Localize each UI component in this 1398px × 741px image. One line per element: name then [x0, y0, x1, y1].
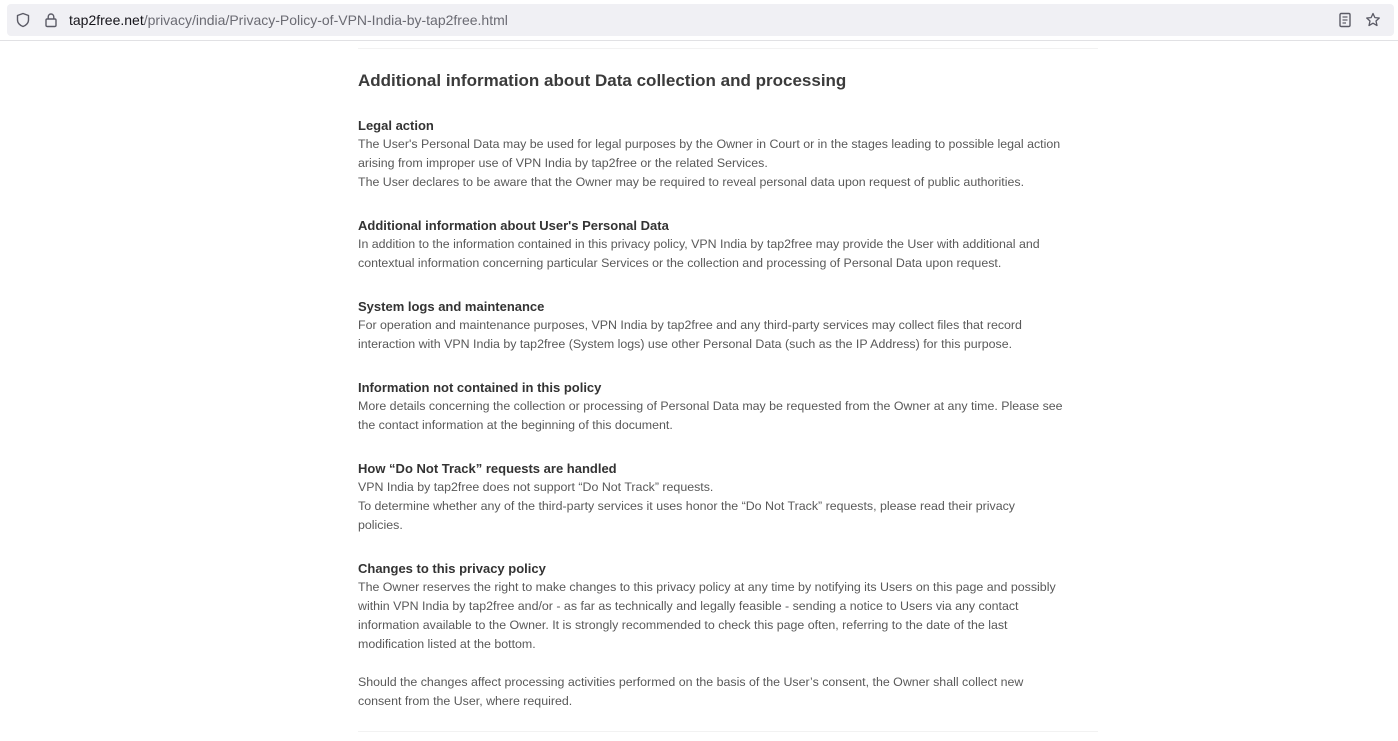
text-line: the contact information at the beginning of this document.	[358, 418, 673, 432]
text-line: VPN India by tap2free does not support “Do Not Track” requests.	[358, 480, 714, 494]
text-line: More details concerning the collection or processing of Personal Data may be requested from the Owner at any time. Please see	[358, 399, 1063, 413]
section-legal-action	[358, 116, 1103, 192]
text-line: policies.	[358, 518, 403, 532]
section-heading: Additional information about User's Personal Data	[358, 218, 669, 233]
section-paragraph	[358, 478, 1103, 535]
reader-view-icon[interactable]	[1337, 12, 1353, 28]
bookmark-star-icon[interactable]	[1365, 12, 1381, 28]
section-heading: How “Do Not Track” requests are handled	[358, 461, 617, 476]
text-line: The Owner reserves the right to make changes to this privacy policy at any time by notifying its Users on this page and possibly	[358, 580, 1056, 594]
text-line: To determine whether any of the third-party services it uses honor the “Do Not Track” requests, please read their privacy	[358, 499, 1016, 513]
section-paragraph	[358, 397, 1103, 435]
section-heading: Changes to this privacy policy	[358, 561, 546, 576]
text-line: modification listed at the bottom.	[358, 637, 536, 651]
text-line: For operation and maintenance purposes, VPN India by tap2free and any third-party services may collect files that record	[358, 318, 1022, 332]
text-line: information available to the Owner. It is strongly recommended to check this page often, referring to the date of the last	[358, 618, 1008, 632]
section-paragraph	[358, 316, 1103, 354]
section-additional-info	[358, 216, 1103, 273]
text-line: The User's Personal Data may be used for legal purposes by the Owner in Court or in the stages leading to possible legal action	[358, 137, 1061, 151]
text-line: The User declares to be aware that the Owner may be required to reveal personal data upon request of public authorities.	[358, 175, 1025, 189]
text-line: interaction with VPN India by tap2free (System logs) use other Personal Data (such as the IP Address) for this purpose.	[358, 337, 1013, 351]
section-paragraph	[358, 578, 1103, 711]
section-heading: Legal action	[358, 118, 434, 133]
section-heading: System logs and maintenance	[358, 299, 545, 314]
url-path: /privacy/india/Privacy-Policy-of-VPN-India-by-tap2free.html	[143, 12, 508, 28]
paragraph-gap	[358, 654, 1103, 673]
divider	[358, 48, 1098, 49]
browser-toolbar	[0, 0, 1398, 41]
section-heading: Information not contained in this policy	[358, 380, 602, 395]
text-line: within VPN India by tap2free and/or - as far as technically and legally feasible - sending a notice to Users via any contact	[358, 599, 1019, 613]
lock-icon[interactable]	[43, 12, 59, 28]
section-paragraph	[358, 135, 1103, 192]
section-changes	[358, 559, 1103, 711]
text-line: contextual information concerning particular Services or the collection and processing of Personal Data upon request.	[358, 256, 1002, 270]
address-bar[interactable]	[7, 4, 1394, 36]
page-title: Additional information about Data collection and processing	[358, 71, 847, 90]
section-system-logs	[358, 297, 1103, 354]
shield-icon[interactable]	[15, 12, 31, 28]
text-line: In addition to the information contained in this privacy policy, VPN India by tap2free may provide the User with additional and	[358, 237, 1040, 251]
url-domain: tap2free.net	[69, 12, 144, 28]
divider	[358, 731, 1098, 732]
text-line: consent from the User, where required.	[358, 694, 573, 708]
text-line: Should the changes affect processing activities performed on the basis of the User’s consent, the Owner shall collect new	[358, 675, 1024, 689]
section-do-not-track	[358, 459, 1103, 535]
section-paragraph	[358, 235, 1103, 273]
text-line: arising from improper use of VPN India by tap2free or the related Services.	[358, 156, 768, 170]
url-text[interactable]	[69, 12, 508, 29]
section-not-contained	[358, 378, 1103, 435]
